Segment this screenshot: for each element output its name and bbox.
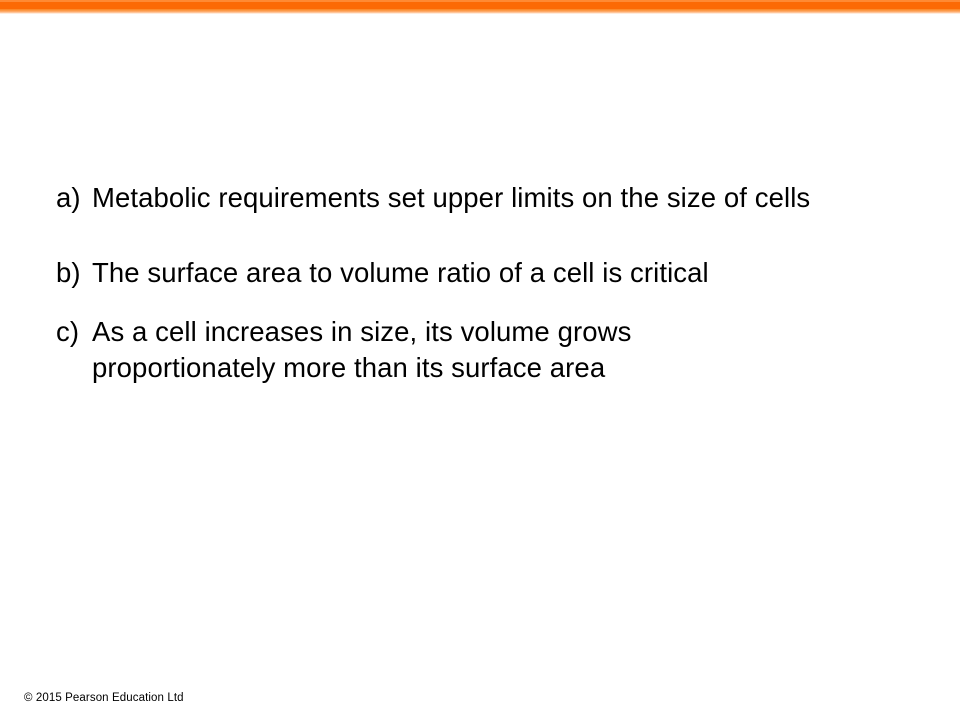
list-item-marker: c) bbox=[56, 316, 80, 348]
orange-accent-bar bbox=[0, 0, 960, 14]
list-item-text: As a cell increases in size, its volume grows proportionately more than its surface area bbox=[92, 316, 632, 383]
list-spacer bbox=[56, 239, 896, 255]
list-item bbox=[56, 314, 896, 384]
list-item-marker: b) bbox=[56, 257, 81, 289]
list-item-text: The surface area to volume ratio of a cell is critical bbox=[92, 257, 709, 289]
orange-accent-bar-highlight bbox=[0, 0, 960, 2]
bullet-list bbox=[56, 180, 896, 385]
copyright-footer: © 2015 Pearson Education Ltd bbox=[24, 692, 184, 704]
list-item bbox=[56, 255, 896, 290]
list-item-marker: a) bbox=[56, 182, 81, 213]
orange-accent-bar-core bbox=[0, 0, 960, 9]
list-item-text: Metabolic requirements set upper limits on the size of cells bbox=[92, 182, 811, 213]
list-item bbox=[56, 180, 896, 215]
